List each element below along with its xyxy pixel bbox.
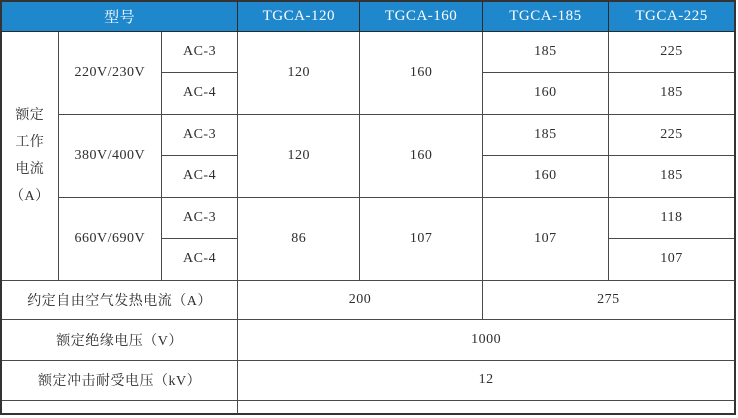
- model-tgca225-header: TGCA-225: [609, 1, 735, 31]
- value-220v-ac3-tgca185: 185: [482, 31, 608, 72]
- category-cell-ac4: AC-4: [161, 72, 237, 114]
- value-380v-ac4-tgca225: 185: [609, 155, 735, 197]
- thermal-current-value-120-160: 200: [238, 280, 483, 319]
- rated-current-label-line: 工作: [15, 134, 45, 150]
- category-cell-ac4: AC-4: [161, 155, 237, 197]
- row-insulation-voltage: [1, 319, 735, 360]
- value-380v-ac3-tgca225: 225: [609, 114, 735, 155]
- value-220v-tgca160: 160: [360, 31, 482, 114]
- voltage-cell-220v: 220V/230V: [58, 31, 161, 114]
- value-220v-ac4-tgca185: 160: [482, 72, 608, 114]
- value-220v-ac3-tgca225: 225: [609, 31, 735, 72]
- model-tgca185-header: TGCA-185: [482, 1, 608, 31]
- rated-current-label-line: 额定: [15, 107, 45, 123]
- value-220v-ac4-tgca225: 185: [609, 72, 735, 114]
- insulation-voltage-value: 1000: [238, 319, 735, 360]
- rated-current-label-line: （A）: [10, 188, 50, 204]
- thermal-current-value-185-225: 275: [482, 280, 735, 319]
- voltage-cell-660v: 660V/690V: [58, 197, 161, 280]
- partial-row-left-cell: [1, 400, 238, 414]
- insulation-voltage-label: 额定绝缘电压（V）: [1, 319, 238, 360]
- value-380v-ac4-tgca185: 160: [482, 155, 608, 197]
- value-660v-tgca185: 107: [482, 197, 608, 280]
- value-380v-tgca160: 160: [360, 114, 482, 197]
- value-380v-tgca120: 120: [238, 114, 360, 197]
- value-660v-tgca120: 86: [238, 197, 360, 280]
- partial-row-right-cell: [238, 400, 735, 414]
- value-220v-tgca120: 120: [238, 31, 360, 114]
- value-380v-ac3-tgca185: 185: [482, 114, 608, 155]
- model-tgca160-header: TGCA-160: [360, 1, 482, 31]
- model-tgca120-header: TGCA-120: [238, 1, 360, 31]
- impulse-voltage-value: 12: [238, 360, 735, 400]
- category-cell-ac4: AC-4: [161, 238, 237, 280]
- value-660v-tgca160: 107: [360, 197, 482, 280]
- row-660v-ac3: [1, 197, 735, 238]
- category-cell-ac3: AC-3: [161, 197, 237, 238]
- value-660v-ac3-tgca225: 118: [609, 197, 735, 238]
- row-220v-ac3: [1, 31, 735, 72]
- rated-current-label-line: 电流: [15, 161, 45, 177]
- rated-current-label-cell: [1, 31, 58, 280]
- category-cell-ac3: AC-3: [161, 114, 237, 155]
- thermal-current-label: 约定自由空气发热电流（A）: [1, 280, 238, 319]
- impulse-voltage-label: 额定冲击耐受电压（kV）: [1, 360, 238, 400]
- row-impulse-voltage: [1, 360, 735, 400]
- header-row: [1, 1, 735, 31]
- row-partial-clipped: [1, 400, 735, 414]
- value-660v-ac4-tgca225: 107: [609, 238, 735, 280]
- model-header-cell: 型号: [1, 1, 238, 31]
- row-380v-ac3: [1, 114, 735, 155]
- voltage-cell-380v: 380V/400V: [58, 114, 161, 197]
- category-cell-ac3: AC-3: [161, 31, 237, 72]
- row-thermal-current: [1, 280, 735, 319]
